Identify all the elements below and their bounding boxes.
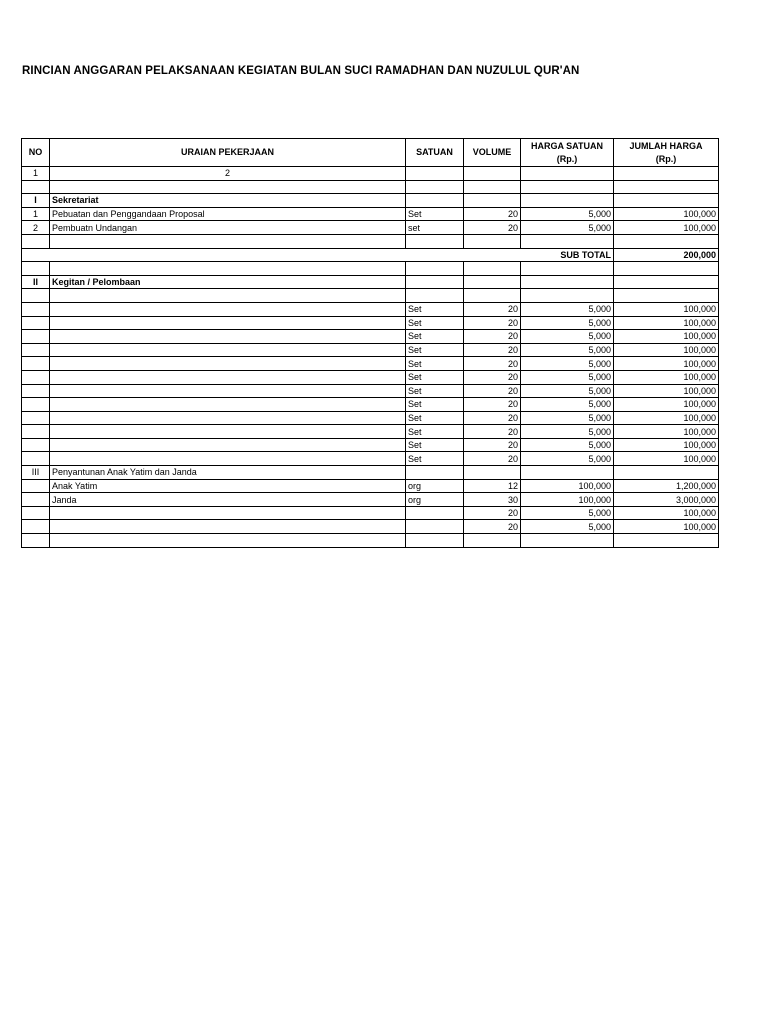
row-volume: 20 — [464, 221, 521, 235]
row-uraian — [50, 452, 406, 466]
row-satuan: Set — [406, 207, 464, 221]
row-no — [22, 330, 50, 344]
row-satuan: org — [406, 479, 464, 493]
row-volume: 20 — [464, 506, 521, 520]
row-jumlah: 100,000 — [614, 357, 719, 371]
header-jumlah-line1: JUMLAH HARGA — [629, 140, 703, 151]
table-row — [22, 398, 719, 412]
row-no — [22, 357, 50, 371]
section-number: III — [22, 466, 50, 480]
row-uraian — [50, 425, 406, 439]
row-satuan: Set — [406, 452, 464, 466]
table-row — [22, 207, 719, 221]
row-volume: 12 — [464, 479, 521, 493]
table-row — [22, 302, 719, 316]
subtotal-row — [22, 248, 719, 262]
header-jumlah — [614, 139, 719, 167]
row-no: 2 — [22, 221, 50, 235]
row-no — [22, 302, 50, 316]
subtotal-value: 200,000 — [614, 248, 719, 262]
section-number: II — [22, 275, 50, 289]
row-no — [22, 520, 50, 534]
row-uraian — [50, 330, 406, 344]
row-uraian — [50, 411, 406, 425]
row-harga: 5,000 — [521, 370, 614, 384]
row-harga: 100,000 — [521, 479, 614, 493]
row-satuan — [406, 506, 464, 520]
row-volume: 20 — [464, 438, 521, 452]
table-row — [22, 452, 719, 466]
row-jumlah: 100,000 — [614, 425, 719, 439]
row-uraian: Janda — [50, 493, 406, 507]
col-number-uraian: 2 — [50, 167, 406, 181]
table-row — [22, 479, 719, 493]
header-volume: VOLUME — [464, 139, 521, 167]
row-uraian — [50, 398, 406, 412]
row-harga: 5,000 — [521, 438, 614, 452]
column-number-row — [22, 167, 719, 181]
row-no — [22, 452, 50, 466]
table-row — [22, 357, 719, 371]
row-no — [22, 506, 50, 520]
row-harga: 5,000 — [521, 425, 614, 439]
row-satuan: org — [406, 493, 464, 507]
blank-row — [22, 534, 719, 548]
row-no — [22, 438, 50, 452]
row-jumlah: 100,000 — [614, 302, 719, 316]
table-row — [22, 493, 719, 507]
row-jumlah: 100,000 — [614, 452, 719, 466]
row-no — [22, 479, 50, 493]
row-satuan: Set — [406, 438, 464, 452]
row-harga: 5,000 — [521, 520, 614, 534]
table-row — [22, 411, 719, 425]
header-harga — [521, 139, 614, 167]
row-jumlah: 100,000 — [614, 316, 719, 330]
row-uraian — [50, 316, 406, 330]
row-volume: 30 — [464, 493, 521, 507]
row-jumlah: 100,000 — [614, 370, 719, 384]
row-no — [22, 425, 50, 439]
row-no — [22, 411, 50, 425]
row-no — [22, 493, 50, 507]
row-harga: 100,000 — [521, 493, 614, 507]
row-volume: 20 — [464, 398, 521, 412]
row-satuan: Set — [406, 425, 464, 439]
row-satuan: set — [406, 221, 464, 235]
row-uraian — [50, 343, 406, 357]
row-harga: 5,000 — [521, 302, 614, 316]
row-satuan: Set — [406, 343, 464, 357]
row-jumlah: 100,000 — [614, 398, 719, 412]
section-header-row — [22, 466, 719, 480]
row-satuan: Set — [406, 316, 464, 330]
row-harga: 5,000 — [521, 330, 614, 344]
row-jumlah: 100,000 — [614, 207, 719, 221]
blank-row — [22, 180, 719, 194]
row-harga: 5,000 — [521, 398, 614, 412]
table-row — [22, 438, 719, 452]
section-header-row — [22, 275, 719, 289]
row-satuan: Set — [406, 398, 464, 412]
table-row — [22, 520, 719, 534]
row-volume: 20 — [464, 343, 521, 357]
row-harga: 5,000 — [521, 384, 614, 398]
row-jumlah: 100,000 — [614, 330, 719, 344]
blank-row — [22, 262, 719, 276]
row-jumlah: 100,000 — [614, 411, 719, 425]
section-title: Penyantunan Anak Yatim dan Janda — [50, 466, 406, 480]
section3-rows — [22, 479, 719, 533]
row-volume: 20 — [464, 452, 521, 466]
row-volume: 20 — [464, 370, 521, 384]
row-volume: 20 — [464, 425, 521, 439]
blank-row — [22, 289, 719, 303]
table-row — [22, 221, 719, 235]
row-satuan: Set — [406, 357, 464, 371]
row-no — [22, 343, 50, 357]
row-uraian — [50, 506, 406, 520]
section-header-row — [22, 194, 719, 208]
table-row — [22, 316, 719, 330]
row-uraian — [50, 384, 406, 398]
row-uraian — [50, 438, 406, 452]
row-harga: 5,000 — [521, 357, 614, 371]
row-harga: 5,000 — [521, 207, 614, 221]
row-harga: 5,000 — [521, 343, 614, 357]
row-volume: 20 — [464, 330, 521, 344]
section-title: Sekretariat — [50, 194, 406, 208]
row-no — [22, 370, 50, 384]
row-no — [22, 398, 50, 412]
row-satuan: Set — [406, 330, 464, 344]
table-row — [22, 384, 719, 398]
row-no — [22, 384, 50, 398]
table-row — [22, 330, 719, 344]
table-row — [22, 425, 719, 439]
row-uraian: Pembuatn Undangan — [50, 221, 406, 235]
row-jumlah: 100,000 — [614, 438, 719, 452]
row-volume: 20 — [464, 302, 521, 316]
section-title: Kegitan / Pelombaan — [50, 275, 406, 289]
row-uraian — [50, 370, 406, 384]
row-satuan: Set — [406, 384, 464, 398]
section-number: I — [22, 194, 50, 208]
row-satuan: Set — [406, 411, 464, 425]
row-volume: 20 — [464, 384, 521, 398]
row-satuan: Set — [406, 370, 464, 384]
header-uraian: URAIAN PEKERJAAN — [50, 139, 406, 167]
table-row — [22, 370, 719, 384]
row-volume: 20 — [464, 316, 521, 330]
row-harga: 5,000 — [521, 452, 614, 466]
row-jumlah: 3,000,000 — [614, 493, 719, 507]
row-jumlah: 100,000 — [614, 506, 719, 520]
header-satuan: SATUAN — [406, 139, 464, 167]
row-uraian — [50, 302, 406, 316]
row-uraian: Pebuatan dan Penggandaan Proposal — [50, 207, 406, 221]
col-number-no: 1 — [22, 167, 50, 181]
row-jumlah: 1,200,000 — [614, 479, 719, 493]
blank-row — [22, 234, 719, 248]
row-uraian — [50, 520, 406, 534]
table-row — [22, 343, 719, 357]
header-harga-line1: HARGA SATUAN — [531, 140, 603, 151]
section2-rows — [22, 302, 719, 465]
row-harga: 5,000 — [521, 506, 614, 520]
row-uraian: Anak Yatim — [50, 479, 406, 493]
row-satuan — [406, 520, 464, 534]
row-volume: 20 — [464, 520, 521, 534]
row-no — [22, 316, 50, 330]
table-row — [22, 506, 719, 520]
row-jumlah: 100,000 — [614, 520, 719, 534]
budget-table — [21, 138, 719, 548]
row-harga: 5,000 — [521, 411, 614, 425]
row-volume: 20 — [464, 207, 521, 221]
row-jumlah: 100,000 — [614, 221, 719, 235]
row-satuan: Set — [406, 302, 464, 316]
header-harga-line2: (Rp.) — [556, 153, 578, 164]
header-row — [22, 139, 719, 167]
row-volume: 20 — [464, 411, 521, 425]
row-uraian — [50, 357, 406, 371]
document-title: RINCIAN ANGGARAN PELAKSANAAN KEGIATAN BULAN SUCI RAMADHAN DAN NUZULUL QUR'AN — [22, 65, 580, 77]
row-no: 1 — [22, 207, 50, 221]
subtotal-label: SUB TOTAL — [22, 248, 614, 262]
row-harga: 5,000 — [521, 316, 614, 330]
row-volume: 20 — [464, 357, 521, 371]
row-jumlah: 100,000 — [614, 343, 719, 357]
row-harga: 5,000 — [521, 221, 614, 235]
header-no: NO — [22, 139, 50, 167]
row-jumlah: 100,000 — [614, 384, 719, 398]
header-jumlah-line2: (Rp.) — [655, 153, 677, 164]
